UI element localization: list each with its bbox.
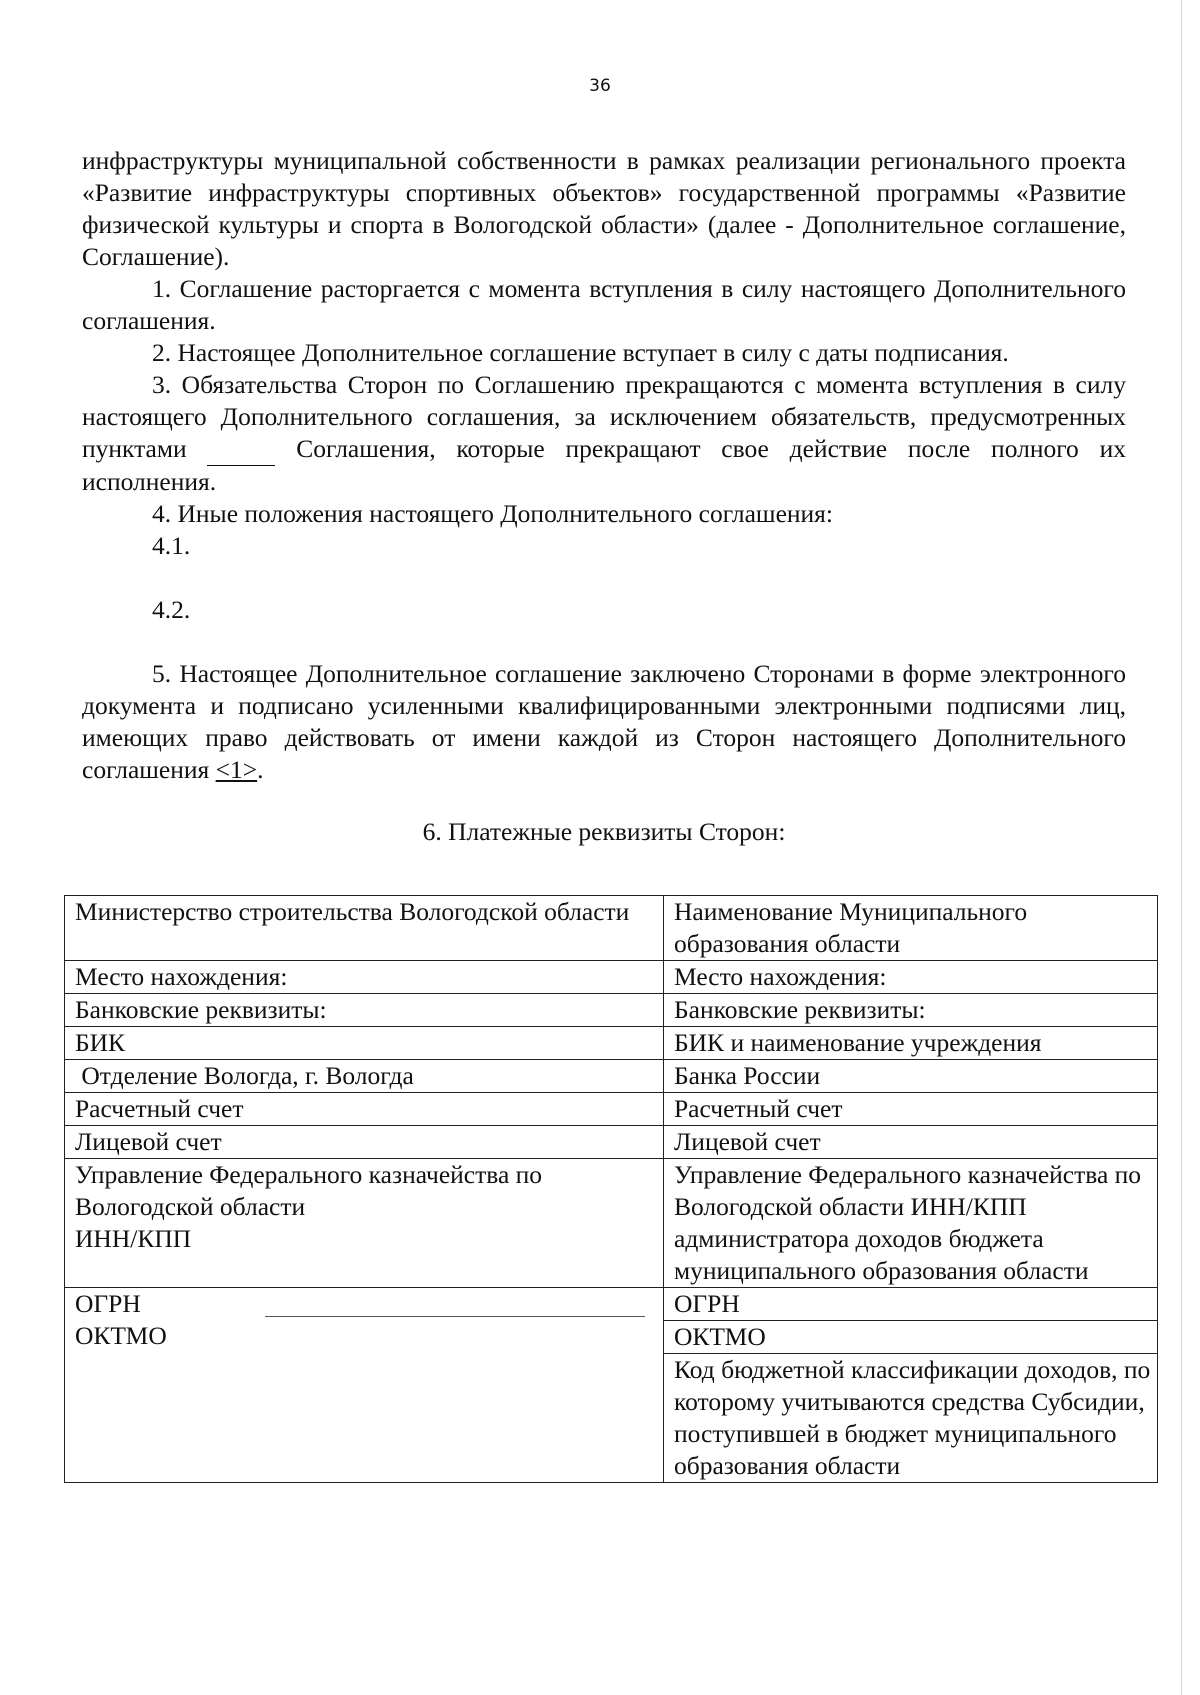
municipality-oktmo-cell: ОКТМО [664,1321,1158,1354]
scan-edge [1181,0,1182,1695]
table-row [65,1060,1158,1093]
paragraph-1: 1. Соглашение расторгается с момента вступления в силу настоящего Дополнительного соглашения. [82,274,1126,335]
paragraph-4: 4. Иные положения настоящего Дополнительного соглашения: [152,499,833,528]
payment-requisites-table [64,895,1158,1483]
intro-paragraph: инфраструктуры муниципальной собственности в рамках реализации регионального проекта «Развитие инфраструктуры спортивных объектов» государственной программы «Развитие физической культуры и спорта в Вологодской области» (далее - Дополнительное соглашение, Соглашение). [82,146,1126,271]
ministry-oktmo-label: ОКТМО [75,1321,167,1350]
municipality-personal-account-cell: Лицевой счет [664,1126,1158,1159]
ministry-bank-details-cell: Банковские реквизиты: [65,994,664,1027]
section-6-title: 6. Платежные реквизиты Сторон: [422,817,786,846]
municipality-bank-details-cell: Банковские реквизиты: [664,994,1158,1027]
ogrn-underline [265,1316,645,1317]
paragraph-2: 2. Настоящее Дополнительное соглашение вступает в силу с даты подписания. [152,338,1009,367]
ministry-settlement-account-cell: Расчетный счет [65,1093,664,1126]
table-row [65,1288,1158,1321]
ministry-bik-cell: БИК [65,1027,664,1060]
ministry-name-cell: Министерство строительства Вологодской области [65,896,664,961]
paragraph-5-period: . [257,755,264,784]
ministry-treasury-name: Управление Федерального казначейства по Вологодской области [75,1160,543,1221]
municipality-ogrn-cell: ОГРН [664,1288,1158,1321]
table-row [65,1027,1158,1060]
ministry-treasury-cell [65,1159,664,1288]
ministry-ogrn-label: ОГРН [75,1289,141,1318]
budget-classification-code-cell: Код бюджетной классификации доходов, по которому учитываются средства Субсидии, поступившей в бюджет муниципального образования области [664,1354,1158,1483]
paragraph-5-text: 5. Настоящее Дополнительное соглашение заключено Сторонами в форме электронного документа и подписано усиленными квалифицированными электронными подписями лиц, имеющих право действовать от имени каждой из Сторон настоящего Дополнительного соглашения [82,659,1126,784]
ministry-bank-branch-cell: Отделение Вологда, г. Вологда [65,1060,664,1093]
ministry-personal-account-cell: Лицевой счет [65,1126,664,1159]
municipality-bank-name-cell: Банка России [664,1060,1158,1093]
table-row [65,994,1158,1027]
blank-fill-line [207,433,275,466]
table-row [65,1126,1158,1159]
document-body [82,145,1126,848]
paragraph-4-2: 4.2. [152,595,191,624]
ministry-location-cell: Место нахождения: [65,961,664,994]
ministry-inn-kpp-label: ИНН/КПП [75,1224,192,1253]
paragraph-5 [82,658,1126,786]
table-row [65,896,1158,961]
table-row [65,1159,1158,1288]
municipality-bik-cell: БИК и наименование учреждения [664,1027,1158,1060]
municipality-settlement-account-cell: Расчетный счет [664,1093,1158,1126]
municipality-location-cell: Место нахождения: [664,961,1158,994]
footnote-reference[interactable]: <1> [215,755,258,784]
paragraph-4-1: 4.1. [152,531,191,560]
paragraph-3-start: 3. Обязательства Сторон по Соглашению прекращаются с момента вступления в силу настоящего Дополнительного соглашения, за исключением обязательств, предусмотренных пунктами [82,370,1126,463]
municipality-name-cell: Наименование Муниципального образования области [664,896,1158,961]
paragraph-3-end: Соглашения, которые прекращают свое действие после полного их исполнения. [82,434,1126,496]
municipality-treasury-cell: Управление Федерального казначейства по Вологодской области ИНН/КПП администратора доходов бюджета муниципального образования области [664,1159,1158,1288]
table-row [65,1093,1158,1126]
ministry-ogrn-oktmo-cell [65,1288,664,1483]
table-row [65,961,1158,994]
paragraph-3 [82,369,1126,498]
page-number: 36 [589,76,611,96]
